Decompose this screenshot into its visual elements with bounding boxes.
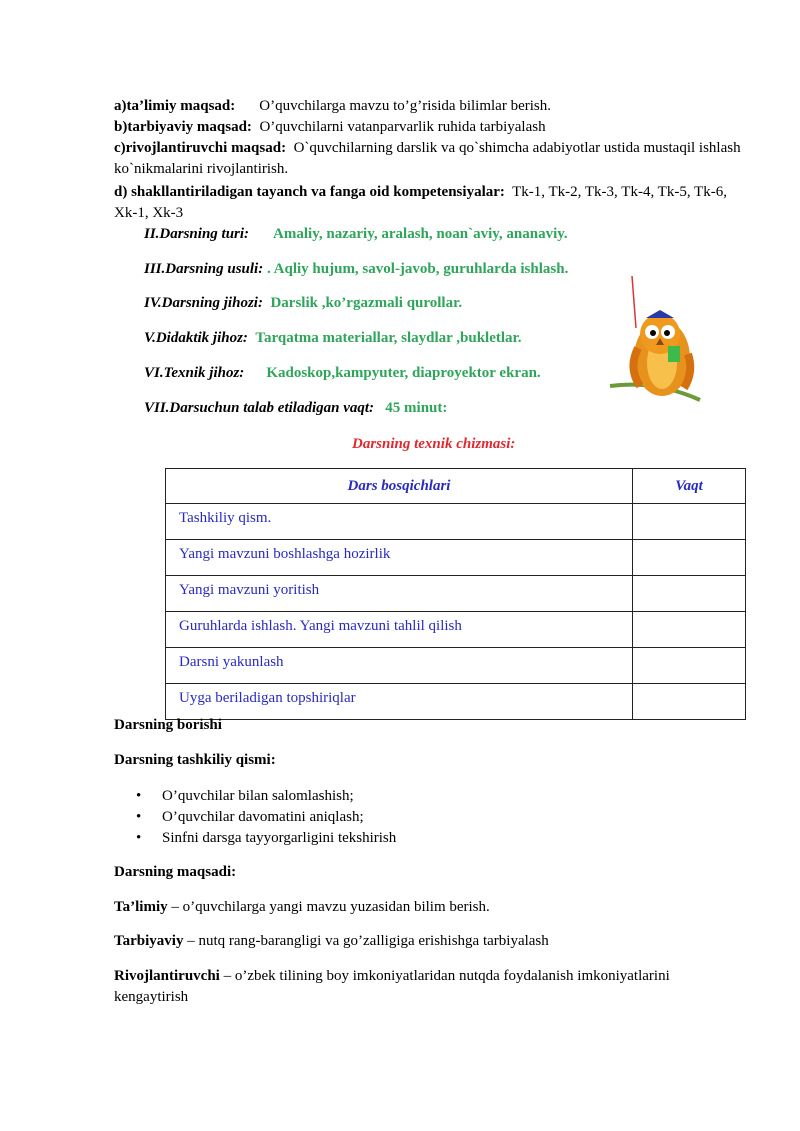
- didactic-equipment: [144, 328, 522, 349]
- info-value: . Aqliy hujum, savol-javob, guruhlarda ishlash.: [266, 261, 569, 277]
- table-row: [166, 504, 746, 540]
- objective-b: [114, 117, 546, 138]
- stage-cell: Guruhlarda ishlash. Yangi mavzuni tahlil qilish: [166, 612, 633, 648]
- heading-text: Darsning tashkiliy qismi:: [114, 752, 276, 768]
- info-value: 45 minut:: [385, 400, 448, 416]
- objective-text: O’quvchilarni vatanparvarlik ruhida tarbiyalash: [259, 119, 546, 135]
- time-cell: [633, 576, 746, 612]
- objective-a: [114, 96, 551, 117]
- time-cell: [633, 540, 746, 576]
- org-list: [114, 786, 396, 849]
- info-value: Darslik ,ko’rgazmali qurollar.: [270, 295, 463, 311]
- lesson-type: [144, 224, 568, 245]
- table-header-row: [166, 469, 746, 504]
- column-header-stages: Dars bosqichlari: [166, 469, 633, 504]
- objective-text: O`quvchilarning darslik va qo`shimcha adabiyotlar ustida mustaqil ishlash ko`nikmalarini rivojlantirish.: [114, 140, 741, 177]
- stage-cell: Yangi mavzuni yoritish: [166, 576, 633, 612]
- stage-cell: Darsni yakunlash: [166, 648, 633, 684]
- objective-text: O’quvchilarga mavzu to’g’risida bilimlar berish.: [259, 98, 551, 114]
- time-cell: [633, 504, 746, 540]
- list-item: • Sinfni darsga tayyorgarligini tekshirish: [162, 828, 396, 849]
- stage-cell: Yangi mavzuni boshlashga hozirlik: [166, 540, 633, 576]
- list-item: • O’quvchilar bilan salomlashish;: [162, 786, 396, 807]
- time-cell: [633, 612, 746, 648]
- objective-text: Tk-1, Tk-2, Tk-3, Tk-4, Tk-5, Tk-6, Xk-1, Xk-3: [114, 184, 727, 221]
- goal-heading: [114, 862, 236, 883]
- goal-educational: [114, 897, 490, 918]
- info-label: VII.Darsuchun talab etiladigan vaqt:: [144, 400, 375, 416]
- org-heading: [114, 750, 276, 771]
- owl-illustration: [600, 268, 710, 418]
- technical-equipment: [144, 363, 541, 384]
- list-item: • O’quvchilar davomatini aniqlash;: [162, 807, 396, 828]
- objective-c: [114, 138, 748, 180]
- table-row: [166, 576, 746, 612]
- info-label: III.Darsning usuli:: [144, 261, 264, 277]
- heading-text: Darsning maqsadi:: [114, 864, 237, 880]
- column-header-time: Vaqt: [633, 469, 746, 504]
- info-value: Kadoskop,kampyuter, diaproyektor ekran.: [266, 365, 541, 381]
- lesson-equipment: [144, 293, 462, 314]
- objective-label: c)rivojlantiruvchi maqsad:: [114, 140, 287, 156]
- stage-cell: Uyga beriladigan topshiriqlar: [166, 684, 633, 720]
- info-label: IV.Darsning jihozi:: [144, 295, 263, 311]
- stage-cell: Tashkiliy qism.: [166, 504, 633, 540]
- table-row: [166, 684, 746, 720]
- lesson-method: [144, 259, 568, 280]
- objective-label: b)tarbiyaviy maqsad:: [114, 119, 252, 135]
- lesson-stages-table: [165, 468, 746, 720]
- info-label: VI.Texnik jihoz:: [144, 365, 245, 381]
- goal-upbringing: [114, 931, 549, 952]
- info-label: II.Darsning turi:: [144, 226, 250, 242]
- info-label: V.Didaktik jihoz:: [144, 330, 248, 346]
- time-cell: [633, 684, 746, 720]
- goal-label: Rivojlantiruvchi: [114, 968, 220, 984]
- table-row: [166, 612, 746, 648]
- objective-label: a)ta’limiy maqsad:: [114, 98, 236, 114]
- lesson-duration: [144, 398, 447, 419]
- goal-label: Ta’limiy: [114, 899, 168, 915]
- objective-label: d) shakllantiriladigan tayanch va fanga oid kompetensiyalar:: [114, 184, 505, 200]
- table-row: [166, 648, 746, 684]
- goal-text: – o’zbek tilining boy imkoniyatlaridan nutqda foydalanish imkoniyatlarini kengaytirish: [114, 968, 670, 1005]
- process-heading: [114, 715, 222, 736]
- heading-text: Darsning borishi: [114, 717, 222, 733]
- goal-text: – o’quvchilarga yangi mavzu yuzasidan bilim berish.: [167, 899, 490, 915]
- table-row: [166, 540, 746, 576]
- goal-developmental: [114, 966, 734, 1008]
- goal-text: – nutq rang-barangligi va go’zalligiga erishishga tarbiyalash: [183, 933, 549, 949]
- objective-d: [114, 182, 748, 224]
- info-value: Amaliy, nazariy, aralash, noan`aviy, ananaviy.: [273, 226, 568, 242]
- time-cell: [633, 648, 746, 684]
- info-value: Tarqatma materiallar, slaydlar ,bukletlar.: [255, 330, 522, 346]
- scheme-title: Darsning texnik chizmasi:: [352, 436, 516, 452]
- goal-label: Tarbiyaviy: [114, 933, 184, 949]
